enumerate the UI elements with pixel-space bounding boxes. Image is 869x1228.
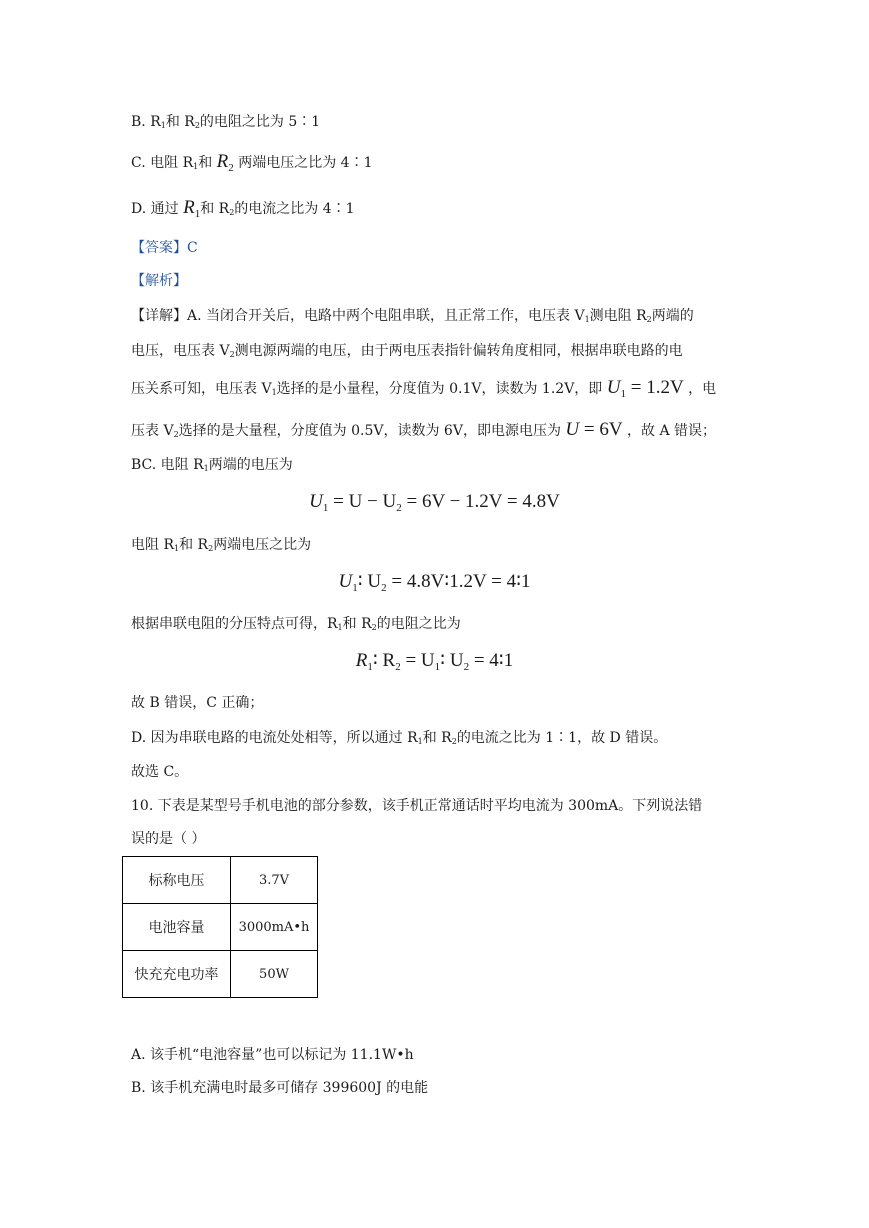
table-row (123, 951, 318, 998)
equation-1: $U_1 = U - U_2 = 6V - 1.2V = 4.8V$ (309, 491, 560, 514)
option-d: D. 通过 $R_1$和 $R_2$的电流之比为 4∶1 (131, 197, 355, 220)
detail-line-1: 【详解】A. 当闭合开关后，电路中两个电阻串联，且正常工作，电压表 $V_1$测电阻 $R_2$两端的 (131, 308, 694, 324)
detail-line-6: 电阻 $R_1$和 $R_2$两端电压之比为 (131, 537, 312, 553)
question-10-option-b: B. 该手机充满电时最多可储存 399600J 的电能 (131, 1080, 429, 1096)
param-key: 标称电压 (123, 857, 231, 904)
answer-line: 【答案】C (131, 240, 198, 256)
detail-line-5: BC. 电阻 $R_1$两端的电压为 (131, 457, 293, 473)
detail-line-8: 故 B 错误，C 正确； (131, 695, 264, 711)
question-10-stem-2: 误的是（ ） (131, 831, 206, 847)
option-b: B. $R_1$和 $R_2$的电阻之比为 5∶1 (131, 114, 321, 130)
param-key: 快充充电功率 (123, 951, 231, 998)
detail-line-10: 故选 C。 (131, 764, 189, 780)
detail-line-4: 压表 $V_2$选择的是大量程，分度值为 0.5V，读数为 6V，即电源电压为 U = 6V ，故 A 错误； (131, 419, 717, 440)
equation-2: $U_1∶$ $U_2$ = 4.8V∶1.2V = 4∶1 (338, 571, 531, 594)
question-10-option-a: A. 该手机“电池容量”也可以标记为 11.1W•h (131, 1047, 414, 1063)
param-value: 3000mA•h (231, 904, 318, 951)
table-row (123, 904, 318, 951)
analysis-label: 【解析】 (131, 273, 187, 289)
detail-line-7: 根据串联电阻的分压特点可得，$R_1$和 $R_2$的电阻之比为 (131, 616, 461, 632)
option-c: C. 电阻 $R_1$和 $R_2$ 两端电压之比为 4∶1 (131, 151, 373, 174)
detail-line-9: D. 因为串联电路的电流处处相等，所以通过 $R_1$和 $R_2$的电流之比为 1∶1，故 D 错误。 (131, 730, 668, 746)
table-row (123, 857, 318, 904)
detail-line-2: 电压，电压表 $V_2$测电源两端的电压，由于两电压表指针偏转角度相同，根据串联电路的电 (131, 343, 683, 359)
param-value: 50W (231, 951, 318, 998)
battery-params-table (122, 856, 318, 998)
param-key: 电池容量 (123, 904, 231, 951)
detail-line-3: 压关系可知，电压表 $V_1$选择的是小量程，分度值为 0.1V，读数为 1.2V，即 $U_1 = 1.2V$ ，电 (131, 377, 717, 400)
question-10-stem-1: 10. 下表是某型号手机电池的部分参数，该手机正常通话时平均电流为 300mA。下列说法错 (131, 798, 703, 814)
equation-3: $R_1∶$ $R_2$ = $U_1∶$ $U_2$ = 4∶1 (355, 650, 514, 673)
param-value: 3.7V (231, 857, 318, 904)
